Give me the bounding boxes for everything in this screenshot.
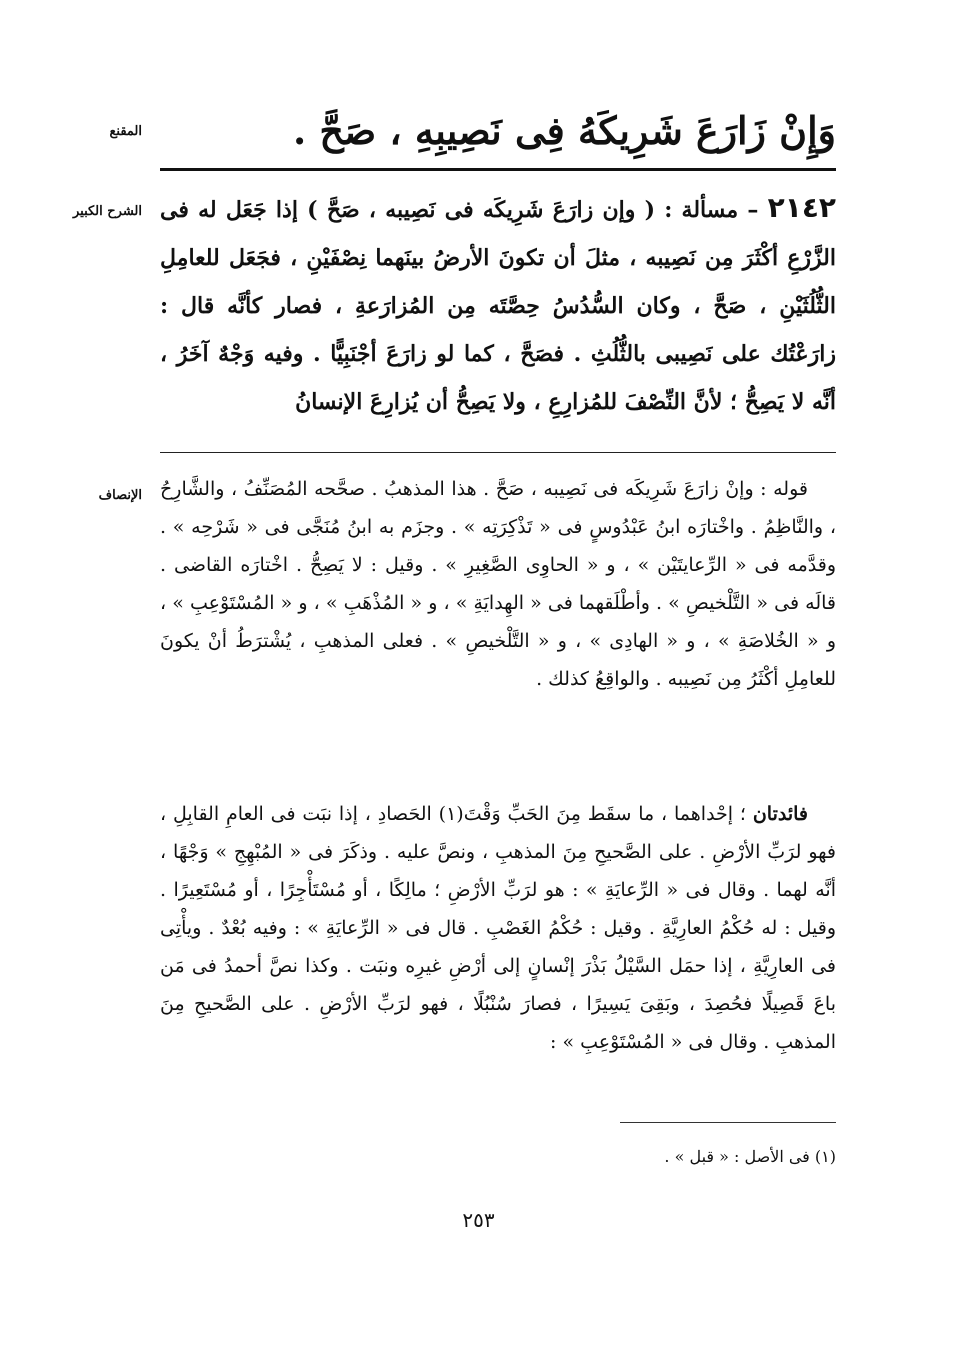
section-divider (160, 452, 836, 453)
side-label-muqni: المقنع (109, 124, 142, 139)
footnote-divider (620, 1122, 836, 1123)
heading-divider (160, 168, 836, 171)
sharh-section (160, 184, 836, 426)
fawaid-paragraph (160, 795, 836, 1061)
issue-number: ٢١٤٢ (767, 191, 836, 224)
insaf-section (160, 470, 836, 698)
fawaid-text: ؛ إحْداهما ، ما سقَط مِنَ الحَبِّ وَقْتَ(١) الحَصادِ ، إذا نبَت فى العامِ القابِلِ ، فهو لرَبِّ الأرْضِ . على الصَّحيحِ مِنَ المذهبِ ، ونصَّ عليه . وذكَرَ فى « المُبْهِجِ » وَجْهًا ، أنَّه لهما . وقال فى « الرِّعايَةِ » : هو لرَبِّ الأرْضِ ؛ مالِكًا ، أو مُسْتَأْجِرًا ، أو مُسْتَعِيرًا . وقيل : له حُكْمُ العارِيَّةِ . وقيل : حُكْمُ الغَصْبِ . قال فى « الرِّعايَةِ » : وفيه بُعْدٌ . ويأْتِى فى العارِيَّةِ ، إذا حمَل السَّيْلُ بَذْرَ إنْسانٍ إلى أرْضِ غيرِه ونبَت . وكذا نصَّ أحمدُ فى مَن باعَ قَصِيلًا فحُصِدَ ، وبَقِىَ يَسِيرًا ، فصارَ سُنْبُلًا ، فهو لرَبِّ الأرْضِ . على الصَّحيحِ مِنَ المذهبِ . وقال فى « المُسْتَوْعِبِ » : (160, 803, 836, 1053)
insaf-paragraph: قوله : وإنْ زارَعَ شَرِيكَه فى نَصِيبه ، صَحَّ . هذا المذهبُ . صحَّحه المُصَنِّفُ ، والشَّارِحُ ، والنَّاظِمُ . واخْتارَه ابنُ عَبْدُوسٍ فى « تَذْكِرَتِه » . وجزَم به ابنُ مُنَجَّى فى « شَرْحِه » . وقدَّمه فى « الرِّعايتَيْن » ، و « الحاوِى الصَّغِيرِ » . وقيل : لا يَصِحُّ . اخْتارَه القاضى . قالَه فى « التَّلْخيصِ » . وأطْلَقهما فى « الهِدايَةِ » ، و « المُذْهَبِ » ، و « المُسْتَوْعِبِ » ، و « الخُلاصَةِ » ، و « الهادِى » ، و « التَّلْخيصِ » . فعلى المذهبِ ، يُشْترَطُ أنْ يكونَ للعامِلِ أكْثَرُ مِن نَصِيبه . والواقِعُ كذلك . (160, 478, 836, 690)
fawaid-lead: فائدتان (752, 803, 808, 825)
matn-heading: وَإِنْ زَارَعَ شَرِيكَهُ فِى نَصِيبِهِ ، صَحَّ . (292, 108, 836, 153)
side-label-insaf: الإنصاف (98, 488, 142, 503)
sharh-text: – مسألة : ( وإن زارَعَ شَرِيكَه فى نَصِيبه ، صَحَّ ) إذا جَعَل له فى الزَّرْعِ أكْثَرَ مِن نَصِيبه ، مثلَ أن تكونَ الأرضُ بينَهما نِصْفَيْنِ ، فجَعَل للعامِلِ الثُّلُثَيْنِ ، صَحَّ ، وكان السُّدُسُ حِصَّتَه مِن المُزارَعةِ ، فصار كأنَّه قال : زارَعْتُك على نَصِيبى بالثُّلُثِ . فصَحَّ ، كما لو زارَعَ أجْنَبِيًّا . وفيه وَجْهٌ آخَرُ ، أنَّه لا يَصِحُّ ؛ لأنَّ النِّصْفَ للمُزارِعِ ، ولا يَصِحُّ أن يُزارِعَ الإنسانُ (160, 197, 836, 415)
footnote: (١) فى الأصل : « قبل » . (664, 1147, 836, 1166)
side-label-sharh: الشرح الكبير (72, 204, 142, 219)
fawaid-section (160, 795, 836, 1061)
page-number: ٢٥٣ (462, 1208, 495, 1232)
